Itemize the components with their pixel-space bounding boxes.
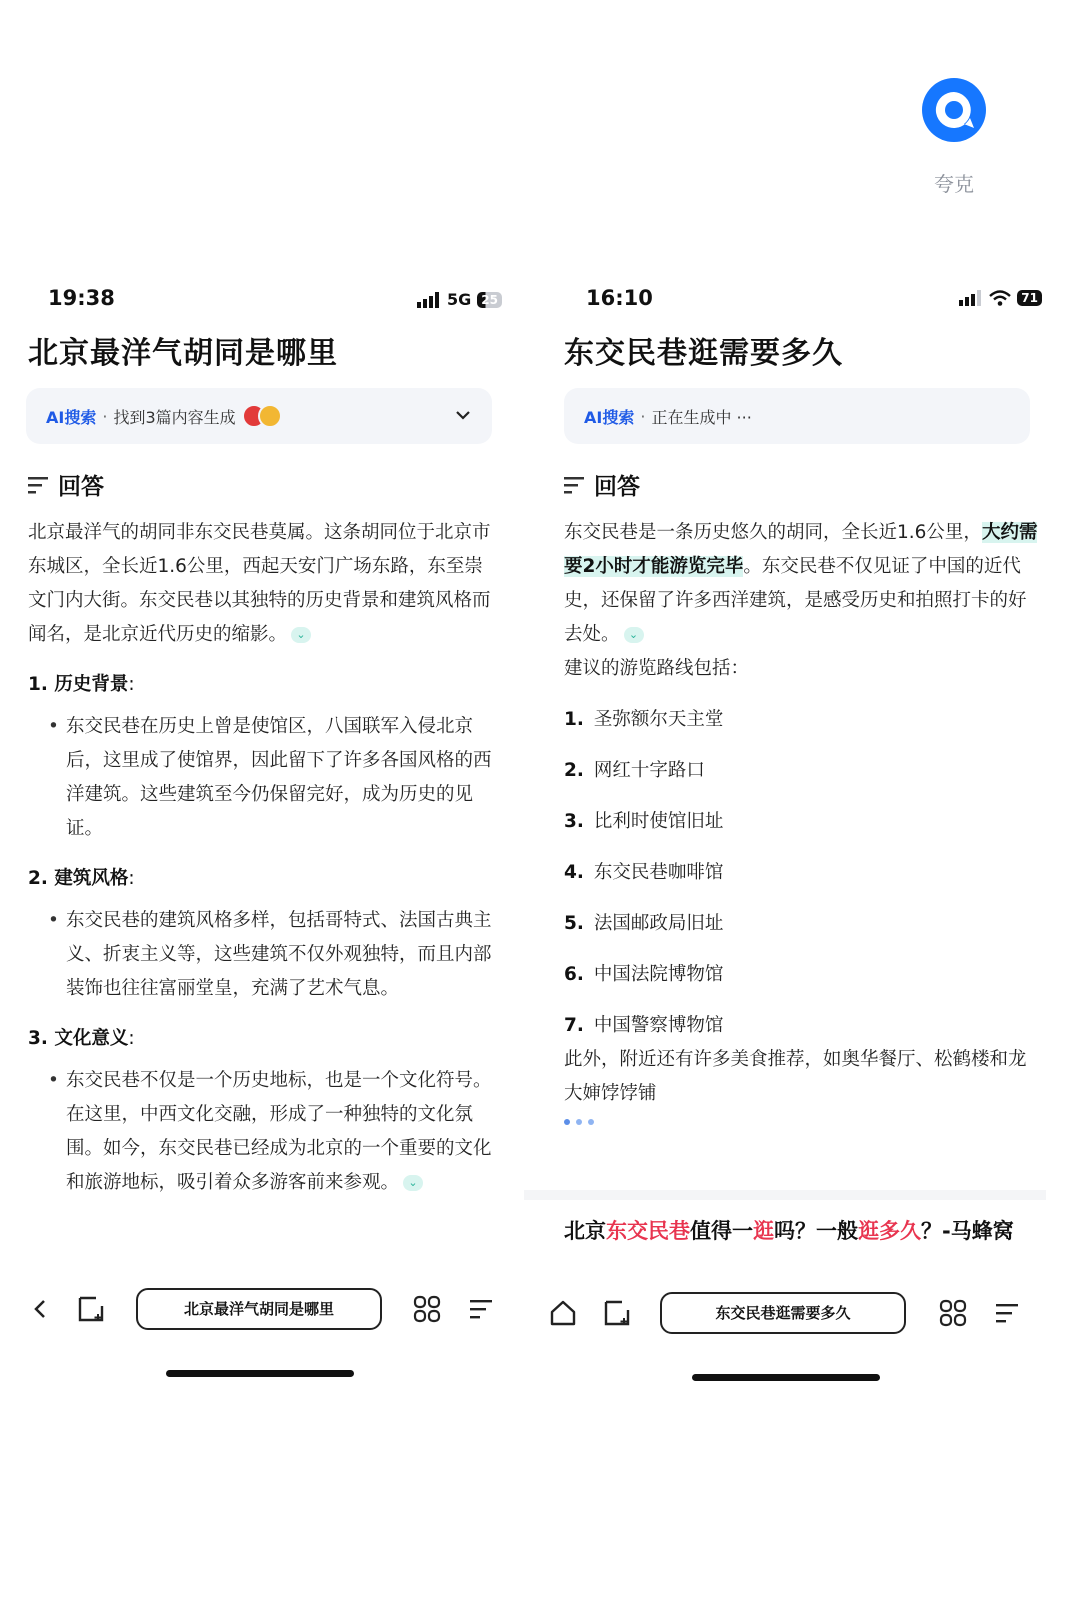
route-item: 4. 东交民巷咖啡馆 [564, 862, 724, 883]
point-heading: 1. 历史背景: [28, 674, 135, 695]
left-phone-screen [0, 270, 532, 1440]
wifi-icon [989, 290, 1011, 306]
point-heading: 2. 建筑风格: [28, 868, 135, 889]
battery-icon: 71 [1017, 290, 1042, 306]
window-add-icon[interactable] [76, 1294, 106, 1324]
home-icon[interactable] [548, 1298, 578, 1328]
ai-search-status: 正在生成中 ··· [651, 407, 752, 427]
quark-brand-name: 夸克 [934, 172, 974, 196]
search-input[interactable]: 北京最洋气胡同是哪里 [136, 1288, 382, 1330]
search-input[interactable]: 东交民巷逛需要多久 [660, 1292, 906, 1334]
apps-grid-icon[interactable] [938, 1298, 968, 1328]
answer-intro: 北京最洋气的胡同非东交民巷莫属。这条胡同位于北京市东城区，全长近1.6公里，西起天安门广场东路，东至崇文门内大街。东交民巷以其独特的历史背景和建筑风格而闻名，是北京近代历史的缩影。 ⌄ [28, 522, 491, 645]
source-avatars [242, 404, 282, 428]
highlighted-answer: 大约需要2小时才能游览完毕 [564, 522, 1038, 577]
chevron-down-icon[interactable] [454, 406, 472, 424]
signal-icon [417, 292, 441, 308]
status-time: 16:10 [586, 286, 653, 310]
section-divider [524, 1190, 1046, 1200]
route-intro: 建议的游览路线包括： [564, 658, 750, 679]
answer-intro: 东交民巷是一条历史悠久的胡同，全长近1.6公里，大约需要2小时才能游览完毕。东交民巷不仅见证了中国的近代史，还保留了许多西洋建筑，是感受历史和拍照打卡的好去处。 ⌄ [564, 522, 1038, 645]
signal-icon [959, 290, 983, 306]
battery-icon: 25 [477, 292, 502, 308]
point-heading: 3. 文化意义: [28, 1028, 135, 1049]
bottom-toolbar [540, 1290, 1072, 1336]
expand-chevron-icon[interactable]: ⌄ [403, 1175, 423, 1191]
route-item: 2. 网红十字路口 [564, 760, 705, 781]
list-lines-icon [564, 475, 586, 495]
point-text: • 东交民巷在历史上曾是使馆区，八国联军入侵北京后，这里成了使馆界，因此留下了许多各国风格的西洋建筑。这些建筑至今仍保留完好，成为历史的见证。 [28, 710, 498, 846]
source-avatar-icon [258, 404, 282, 428]
ai-search-label: AI搜索 [46, 407, 97, 427]
answer-content [564, 516, 1038, 1125]
route-item: 1. 圣弥额尔天主堂 [564, 709, 724, 730]
loading-dots [564, 1119, 1038, 1125]
list-lines-icon [28, 475, 50, 495]
ai-search-label: AI搜索 [584, 407, 635, 427]
home-indicator[interactable] [166, 1370, 354, 1377]
status-bar [540, 286, 1072, 316]
route-item: 3. 比利时使馆旧址 [564, 811, 724, 832]
answer-header: 回答 [564, 468, 640, 501]
answer-content [28, 516, 498, 1200]
ai-search-bar[interactable]: AI搜索 · 找到3篇内容生成 [26, 388, 492, 444]
expand-chevron-icon[interactable]: ⌄ [291, 627, 311, 643]
point-text: • 东交民巷的建筑风格多样，包括哥特式、法国古典主义、折衷主义等，这些建筑不仅外观独特，而且内部装饰也往往富丽堂皇，充满了艺术气息。 [28, 904, 498, 1006]
menu-lines-icon[interactable] [466, 1294, 496, 1324]
page-title: 东交民巷逛需要多久 [564, 336, 843, 371]
network-type: 5G [447, 290, 472, 309]
extra-text: 此外，附近还有许多美食推荐，如奥华餐厅、松鹤楼和龙大婶饽饽铺 [564, 1049, 1027, 1104]
status-time: 19:38 [48, 286, 115, 310]
quark-logo-icon [920, 76, 988, 144]
ai-search-status: 找到3篇内容生成 [113, 407, 236, 427]
point-text: • 东交民巷不仅是一个历史地标，也是一个文化符号。在这里，中西文化交融，形成了一种独特的文化氛围。如今，东交民巷已经成为北京的一个重要的文化和旅游地标，吸引着众多游客前来参观。 ⌄ [28, 1064, 498, 1200]
ai-search-bar[interactable]: AI搜索 · 正在生成中 ··· [564, 388, 1030, 444]
right-phone-screen [540, 270, 1072, 1440]
expand-chevron-icon[interactable]: ⌄ [624, 627, 644, 643]
home-indicator[interactable] [692, 1374, 880, 1381]
answer-header: 回答 [28, 468, 104, 501]
menu-lines-icon[interactable] [992, 1298, 1022, 1328]
route-item: 7. 中国警察博物馆 [564, 1015, 724, 1036]
route-item: 5. 法国邮政局旧址 [564, 913, 724, 934]
page-title: 北京最洋气胡同是哪里 [28, 336, 338, 371]
route-item: 6. 中国法院博物馆 [564, 964, 724, 985]
status-bar [0, 286, 532, 316]
window-add-icon[interactable] [602, 1298, 632, 1328]
related-result-link[interactable]: 北京东交民巷值得一逛吗？一般逛多久？-马蜂窝 [564, 1219, 1014, 1243]
apps-grid-icon[interactable] [412, 1294, 442, 1324]
bottom-toolbar [0, 1286, 532, 1332]
back-arrow-icon[interactable] [26, 1294, 56, 1324]
